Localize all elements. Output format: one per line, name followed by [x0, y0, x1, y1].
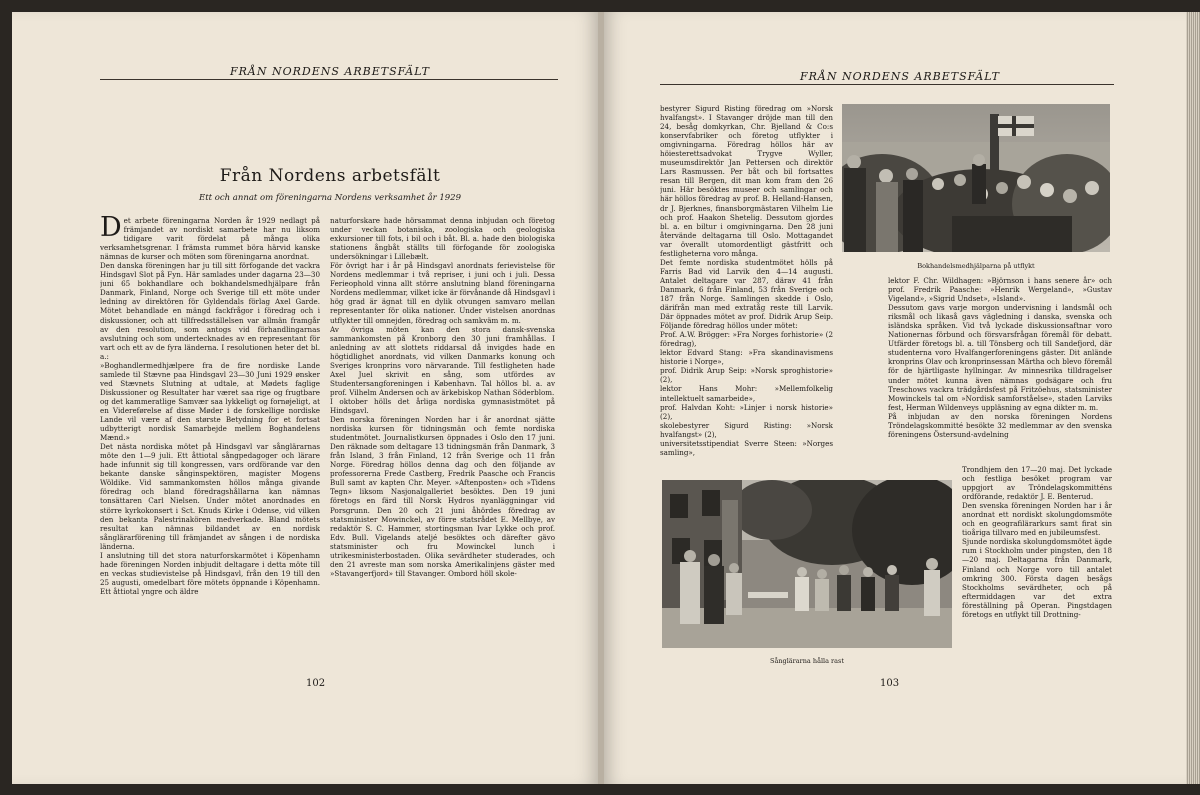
photo-bookseller-excursion-image	[842, 104, 1110, 252]
photo-singing-teachers	[662, 480, 952, 648]
article-title: Från Nordens arbetsfält	[219, 166, 441, 186]
right-header-rule	[660, 84, 1114, 85]
left-column-1	[100, 216, 320, 664]
right-page-number: 103	[880, 678, 900, 689]
left-column-2	[330, 216, 555, 664]
right-column-2-bottom-text: Trondhjem den 17—20 maj. Det lyckade och festliga besöket program var uppgjort av Tröndelagskommitténs ordförande, redaktör J. E. Benterud. Den svenska föreningen Norden har i år anordnat ett nordiskt skolungdomsmöte och en geografilärarkurs samt firat sin tioåriga tillvaro med en jubileumsfest. Sjunde nordiska skolungdomsmötet ägde rum i Stockholm under pingsten, den 18—20 maj. Deltagarna från Danmark, Finland och Norge voro till antalet omkring 300. Första dagen besågs Stockholms sevärdheter, och på eftermiddagen var det extra föreställning på Operan. Pingstdagen företogs en utflykt till Drottning-	[962, 465, 1112, 619]
photo-bookseller-excursion	[842, 104, 1110, 252]
left-page-number: 102	[306, 678, 326, 689]
article-subtitle: Ett och annat om föreningarna Nordens verksamhet år 1929	[199, 193, 461, 203]
page-edges	[1186, 12, 1200, 784]
drop-cap: D	[100, 216, 122, 243]
left-column-1-text: et arbete föreningarna Norden år 1929 nedlagt på främjandet av nordiskt samarbete har nu liksom tidigare varit fördelat på många olika verksamhetsgrenar. I främsta rummet böra härvid kanske nämnas de kurser och möten som föreningarna anordnat. Den danska föreningen har ju till sitt förfogande det vackra Hindsgavl Slot på Fyn. Här samlades under dagarna 23—30 juni 65 bokhandlare och bokhandelsmedhjälpare från Danmark, Finland, Norge och Sverige till ett möte under ledning av direktören för Gyldendals förlag Axel Garde. Mötet behandlade en mängd fackfrågor i föredrag och i diskussioner, och att tillfredsställelsen var allmän framgår av den resolution, som antogs vid förhandlingarnas avslutning och som undertecknades av en representant för vart och ett av de fyra länderna. I resolutionen heter det bl. a.: »Boghandlermedhjælpere fra de fire nordiske Lande samlede til Stævne paa Hindsgavl 23—30 Juni 1929 ønsker ved Stævnets Slutning at udtale, at Mødets faglige Diskussioner og Resultater har været saa rige og frugtbare og det kammeratlige Samvær saa lykkeligt og fornøjeligt, at en Videreførelse af disse Møder i de forskellige nordiske Lande vil være af den største Betydning for et fortsat udbytterigt nordisk Samarbejde mellem Boghandelens Mænd.» Det nästa nordiska mötet på Hindsgavl var sånglärarnas möte den 1—9 juli. Ett åttiotal sångpedagoger och lärare hade infunnit sig till kongressen, vars ordförande var den bekante danske sånginspektören, magister Mogens Wöldike. Vid sammankomsten höllos många givande föredrag och bland föredragshållarna kan nämnas tonsättaren Carl Nielsen. Under mötet anordnades en större kyrkokonsert i Sct. Knuds Kirke i Odense, vid vilken den bekanta Palestrinakören medverkade. Bland mötets resultat kan nämnas bildandet av en nordisk sånglärarförening till främjandet av sången i de nordiska länderna. I anslutning till det stora naturforskarmötet i Köpenhamn hade föreningen Norden inbjudit deltagare i detta möte till en veckas studievistelse på Hindsgavl, från den 19 till den 25 augusti, omedelbart före mötets öppnande i Köpenhamn. Ett åttiotal yngre och äldre	[100, 216, 320, 596]
right-column-1-text: bestyrer Sigurd Risting föredrag om »Norsk hvalfangst». I Stavanger dröjde man till den 24, besåg domkyrkan, Chr. Bjelland & Co:s konservfabriker och företog utflykter i omgivningarna. Föredrag höllos här av höiesterettsadvokat Trygve Wyller, museumsdirektör Jan Pettersen och direktör Lars Rasmussen. Per båt och bil fortsattes resan till Bergen, dit man kom fram den 26 juni. Här besöktes museer och samlingar och här höllos föredrag av prof. B. Helland-Hansen, dr J. Bjerknes, finansborgmästaren Vilhelm Lie och prof. Haakon Shetelig. Dessutom gjordes bl. a. en biltur i omgivningarna. Den 28 juni återvände deltagarna till Oslo. Mottagandet var överallt utomordentligt gästfritt och festligheterna voro många. Det femte nordiska studentmötet hölls på Farris Bad vid Larvik den 4—14 augusti. Antalet deltagare var 287, därav 41 från Danmark, 6 från Finland, 53 från Sverige och 187 från Norge. Samlingen skedde i Oslo, därifrån man med extratåg reste till Larvik. Där öppnades mötet av prof. Didrik Arup Seip. Följande föredrag höllos under mötet: Prof. A.W. Brögger: »Fra Norges forhistorie» (2 föredrag), lektor Edvard Stang: »Fra skandinavismens historie i Norge», prof. Didrik Arup Seip: »Norsk sproghistorie» (2), lektor Hans Mohr: »Mellemfolkelig intellektuelt samarbeide», prof. Halvdan Koht: »Linjer i norsk historie» (2), skolebestyrer Sigurd Risting: »Norsk hvalfangst» (2), universitetsstipendiat Sverre Steen: »Norges samling»,	[660, 104, 833, 457]
photo-singing-caption: Sånglärarna hålla rast	[770, 657, 844, 665]
right-column-2-top-text: lektor F. Chr. Wildhagen: »Björnson i hans senere år» och prof. Fredrik Paasche: »Henrik Wergeland», »Gustav Vigeland», »Sigrid Undset», »Island». Dessutom gavs varje morgon undervisning i landsmål och riksmål och likaså gavs vägledning i danska, svenska och isländska språken. Vid två lyckade diskussionsaftnar voro Nationernas förbund och försvarsfrågan föremål för debatt. Utfärder företogs bl. a. till Tönsberg och till Sandefjord, där studenterna voro Hvalfangerforeningens gäster. Dit anlände kronprins Olav och kronprinsessan Märtha och blevo föremål för de hjärtligaste hyllningar. Av minnesrika tilldragelser under mötet kunna även nämnas godsägare och fru Treschows vackra trädgårdsfest på Fritzöehus, statsminister Mowinckels tal om »Nordisk samforståelse», staden Larviks fest, Herman Wildenveys uppläsning av egna dikter m. m. På inbjudan av den norska föreningen Nordens Tröndelagskommitté besökte 32 medlemmar av den svenska föreningens Östersund-avdelning	[888, 276, 1112, 439]
left-header-rule	[100, 79, 558, 80]
photo-bookseller-caption: Bokhandelsmedhjälparna på utflykt	[917, 262, 1035, 270]
right-running-head: FRÅN NORDENS ARBETSFÄLT	[800, 70, 1000, 83]
right-column-1	[660, 104, 833, 466]
left-running-head: FRÅN NORDENS ARBETSFÄLT	[230, 65, 430, 78]
book-gutter	[598, 12, 604, 784]
right-column-2-top	[888, 276, 1112, 466]
left-column-2-text: naturforskare hade hörsammat denna inbjudan och företog under veckan botaniska, zoologiska och geologiska exkursioner till fots, i bil och i båt. Bl. a. hade den biologiska stationens ångbåt ställts till förfogande för zoologiska undersökningar i Lillebælt. För övrigt har i år på Hindsgavl anordnats ferievistelse för Nordens medlemmar i två repriser, i juni och i juli. Dessa Ferieophold vinna allt större anslutning bland föreningarna Nordens medlemmar, vilket icke är förvånande då Hindsgavl i hög grad är ägnat till en dylik otvungen samvaro mellan representanter för olika nationer. Under vistelsen anordnas utflykter till omnejden, föredrag och samkväm m. m. Av övriga möten kan den stora dansk-svenska sammankomsten på Kronborg den 30 juni framhållas. I anledning av att slottets riddarsal då invigdes hade en högtidlighet anordnats, vid vilken Danmarks konung och Sveriges kronprins voro närvarande. Till festligheten hade Axel Juel skrivit en sång, som utfördes av Studentersangforeningen i København. Tal höllos bl. a. av prof. Vilhelm Andersen och av ärkebiskop Nathan Söderblom. I oktober hölls det årliga nordiska gymnasistmötet på Hindsgavl. Den norska föreningen Norden har i år anordnat sjätte nordiska kursen för tidningsmän och femte nordiska studentmötet. Journalistkursen öppnades i Oslo den 17 juni. Den räknade som deltagare 13 tidningsmän från Danmark, 3 från Island, 3 från Finland, 12 från Sverige och 11 från Norge. Föredrag höllos denna dag och den följande av professorerna Frede Castberg, Fredrik Paasche och Francis Bull samt av kapten Chr. Meyer. »Aftenposten» och »Tidens Tegn» liksom Nasjonalgalleriet besöktes. Den 19 juni företogs en färd till Norsk Hydros nyanläggningar vid Porsgrunn. Den 20 och 21 juni åhördes föredrag av statsminister Mowinckel, av förre statsrådet E. Mellbye, av redaktör S. C. Hammer, stortingsman Ivar Lykke och prof. Edv. Bull. Vigelands ateljé besöktes och därefter gävo statsminister och fru Mowinckel lunch i utrikesministerbostaden. Olika sevärdheter studerades, och den 21 avreste man som norska Amerikalinjens gäster med »Stavangerfjord» till Stavanger. Ombord höll skole-	[330, 216, 555, 578]
photo-singing-teachers-image	[662, 480, 952, 648]
right-column-2-bottom	[962, 465, 1112, 665]
